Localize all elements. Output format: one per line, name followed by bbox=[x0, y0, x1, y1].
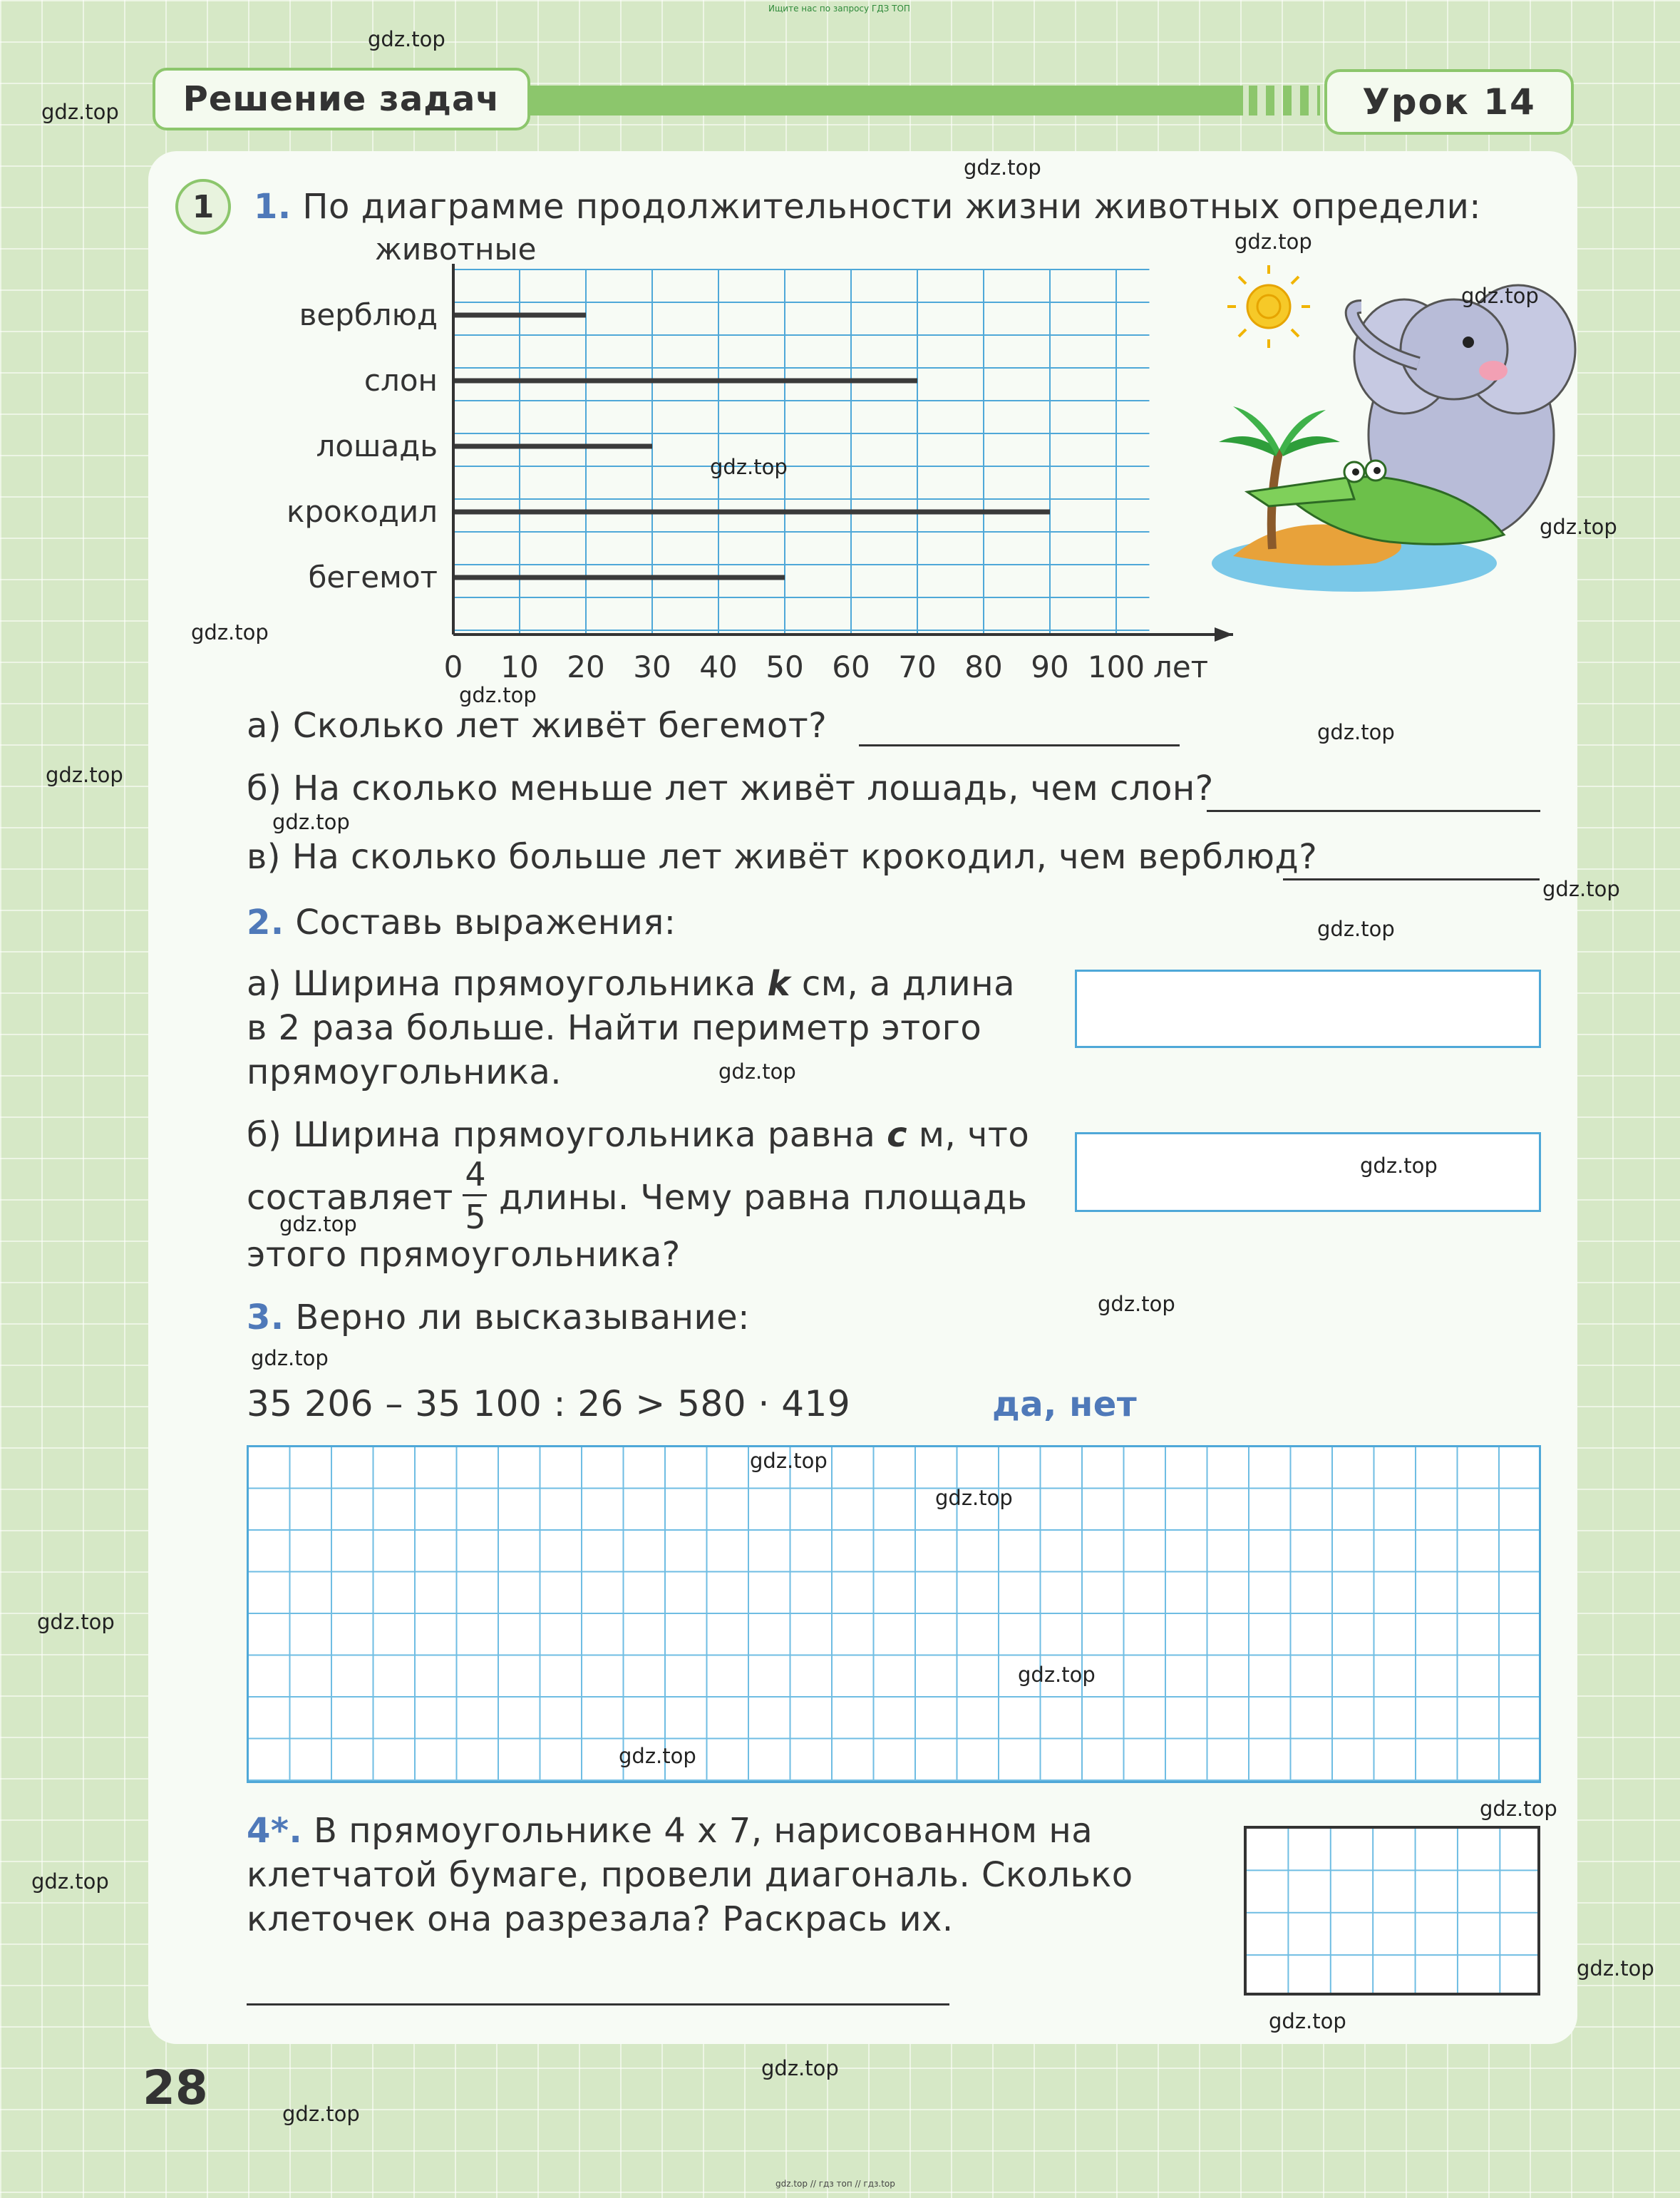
x-tick-label: 50 bbox=[766, 649, 804, 684]
task3-heading bbox=[247, 1298, 750, 1337]
x-tick-label: 100 bbox=[1087, 649, 1145, 684]
fraction-denominator: 5 bbox=[465, 1198, 486, 1236]
x-axis-title: лет bbox=[1153, 649, 1209, 684]
category-label: верблюд bbox=[299, 297, 438, 332]
x-tick-label: 30 bbox=[633, 649, 671, 684]
task2b-var: c bbox=[887, 1115, 908, 1155]
question-c: в) На сколько больше лет живёт крокодил, чем верблюд? bbox=[247, 837, 1318, 877]
lesson-badge: Урок 14 bbox=[1324, 69, 1574, 135]
page-number: 28 bbox=[143, 2060, 208, 2115]
y-axis-title: животные bbox=[375, 235, 537, 267]
watermark: gdz.top bbox=[1317, 720, 1395, 744]
task4-number: 4*. bbox=[247, 1811, 303, 1851]
watermark: gdz.top bbox=[191, 620, 269, 644]
watermark: gdz.top bbox=[1018, 1663, 1096, 1687]
x-tick-label: 60 bbox=[832, 649, 870, 684]
watermark: gdz.top bbox=[459, 683, 537, 707]
answer-line-a[interactable] bbox=[859, 744, 1180, 746]
task3-heading-text: Верно ли высказывание: bbox=[295, 1298, 750, 1337]
watermark: gdz.top bbox=[41, 100, 119, 124]
watermark: gdz.top bbox=[31, 1869, 109, 1894]
watermark: gdz.top bbox=[1542, 877, 1620, 901]
task4-text-1: В прямоугольнике 4 x 7, нарисованном на bbox=[314, 1811, 1093, 1851]
watermark: gdz.top bbox=[37, 1610, 115, 1634]
x-tick-label: 70 bbox=[898, 649, 937, 684]
watermark: gdz.top bbox=[1269, 2009, 1346, 2033]
x-tick-label: 0 bbox=[443, 649, 463, 684]
watermark: gdz.top bbox=[750, 1449, 828, 1473]
watermark: gdz.top bbox=[368, 27, 445, 51]
task2b-line2b: длины. Чему равна площадь bbox=[499, 1178, 1028, 1218]
squared-work-area[interactable] bbox=[247, 1445, 1541, 1783]
task2b-text-1: б) Ширина прямоугольника равна bbox=[247, 1115, 876, 1155]
watermark: gdz.top bbox=[1317, 917, 1395, 941]
task3-options[interactable]: да, нет bbox=[992, 1385, 1138, 1424]
task2b-line1 bbox=[247, 1115, 1029, 1155]
elephant-crocodile-illustration bbox=[1205, 264, 1589, 613]
task2a-text-1: а) Ширина прямоугольника bbox=[247, 964, 756, 1004]
category-label: слон bbox=[364, 363, 438, 398]
section-title: Решение задач bbox=[153, 68, 530, 130]
watermark: gdz.top bbox=[619, 1744, 696, 1768]
watermark: gdz.top bbox=[1360, 1154, 1438, 1178]
x-tick-label: 80 bbox=[964, 649, 1003, 684]
task2a-text-2: см, а длина bbox=[801, 964, 1015, 1004]
watermark: gdz.top bbox=[251, 1346, 329, 1370]
watermark: gdz.top bbox=[1577, 1956, 1654, 1981]
answer-line-c[interactable] bbox=[1283, 878, 1540, 880]
answer-line-4[interactable] bbox=[247, 2003, 949, 2006]
x-tick-label: 20 bbox=[567, 649, 605, 684]
task1-number: 1. bbox=[254, 187, 292, 227]
task2-heading-text: Составь выражения: bbox=[295, 903, 676, 943]
answer-box-2a[interactable] bbox=[1075, 970, 1541, 1048]
question-a: а) Сколько лет живёт бегемот? bbox=[247, 706, 828, 746]
task1-heading bbox=[254, 187, 1481, 227]
watermark: gdz.top bbox=[1098, 1292, 1175, 1316]
task2b-line3: этого прямоугольника? bbox=[247, 1235, 681, 1275]
watermark: gdz.top bbox=[46, 763, 123, 787]
question-b: б) На сколько меньше лет живёт лошадь, чем слон? bbox=[247, 769, 1214, 808]
task4-line3: клеточек она разрезала? Раскрась их. bbox=[247, 1899, 954, 1939]
task2a-line1 bbox=[247, 964, 1015, 1004]
task4-line1 bbox=[247, 1811, 1093, 1851]
sun-icon bbox=[1227, 265, 1310, 348]
x-tick-label: 10 bbox=[500, 649, 539, 684]
task2b-text-2: м, что bbox=[918, 1115, 1030, 1155]
category-label: бегемот bbox=[308, 560, 438, 595]
answer-line-b[interactable] bbox=[1207, 810, 1540, 812]
x-tick-label: 40 bbox=[699, 649, 738, 684]
fraction-bar bbox=[463, 1194, 487, 1196]
task2a-var: k bbox=[767, 964, 791, 1004]
task2a-line2: в 2 раза больше. Найти периметр этого bbox=[247, 1008, 982, 1048]
header-bar bbox=[530, 86, 1243, 115]
watermark: gdz.top bbox=[1235, 230, 1312, 254]
watermark: gdz.top bbox=[935, 1486, 1013, 1510]
top-hint: Ищите нас по запросу ГДЗ ТОП bbox=[768, 4, 910, 14]
task4-line2: клетчатой бумаге, провели диагональ. Сколько bbox=[247, 1855, 1133, 1895]
task2-number: 2. bbox=[247, 903, 284, 943]
category-label: лошадь bbox=[316, 428, 438, 463]
answer-box-2b[interactable] bbox=[1075, 1132, 1541, 1212]
task-marker: 1 bbox=[175, 179, 231, 235]
watermark: gdz.top bbox=[1480, 1797, 1557, 1821]
watermark: gdz.top bbox=[279, 1212, 357, 1236]
task3-expression: 35 206 – 35 100 : 26 > 580 · 419 bbox=[247, 1383, 851, 1424]
rectangle-4x7-grid[interactable] bbox=[1244, 1826, 1540, 1996]
category-label: крокодил bbox=[287, 494, 438, 529]
watermark: gdz.top bbox=[1461, 284, 1539, 308]
watermark: gdz.top bbox=[761, 2056, 839, 2080]
watermark: gdz.top bbox=[718, 1059, 796, 1084]
task2b-line2a: составляет bbox=[247, 1178, 453, 1218]
x-axis-arrow-icon bbox=[1215, 627, 1233, 642]
watermark: gdz.top bbox=[272, 810, 350, 834]
footer-hint: gdz.top // гдз топ // гдз.top bbox=[775, 2179, 895, 2189]
task2a-line3: прямоугольника. bbox=[247, 1052, 562, 1092]
chart-bars bbox=[453, 315, 1050, 577]
task1-text: По диаграмме продолжительности жизни животных определи: bbox=[302, 187, 1481, 227]
task2-heading bbox=[247, 903, 676, 943]
watermark: gdz.top bbox=[710, 455, 788, 479]
watermark: gdz.top bbox=[964, 155, 1041, 180]
header-stripes bbox=[1249, 86, 1320, 115]
watermark: gdz.top bbox=[282, 2102, 360, 2126]
fraction-numerator: 4 bbox=[465, 1155, 486, 1193]
watermark: gdz.top bbox=[1540, 515, 1617, 539]
x-tick-label: 90 bbox=[1031, 649, 1069, 684]
task3-number: 3. bbox=[247, 1298, 284, 1337]
